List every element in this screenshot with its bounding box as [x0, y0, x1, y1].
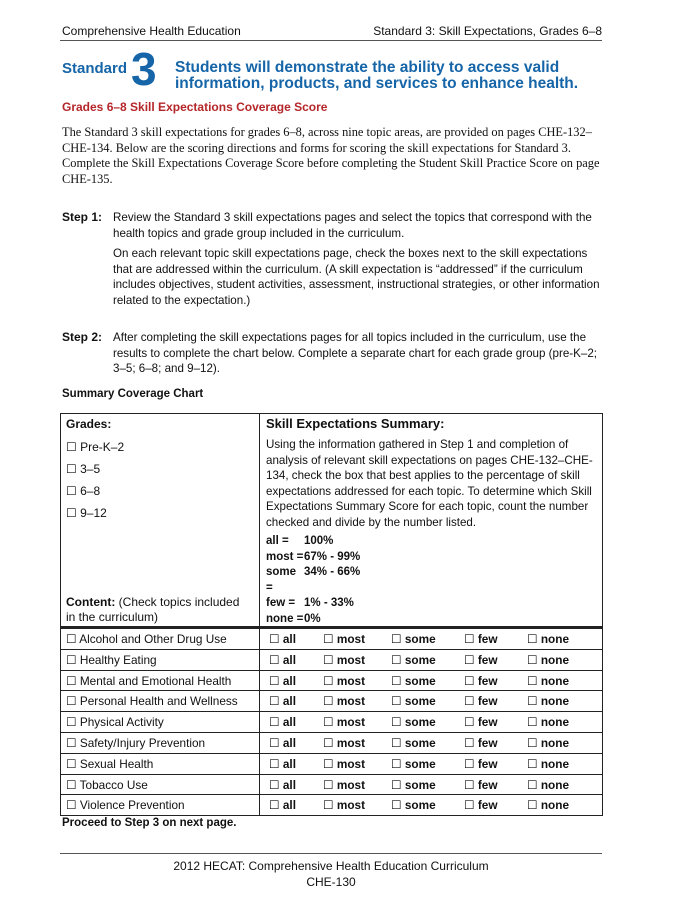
step1-text-1: Review the Standard 3 skill expectations pages and select the topics that correspond with the health topics and grade group included in the curriculum. — [113, 211, 592, 240]
option-some-checkbox[interactable]: ☐ some — [391, 694, 436, 709]
option-few-checkbox[interactable]: ☐ few — [464, 715, 498, 730]
option-none-checkbox[interactable]: ☐ none — [527, 735, 570, 750]
topic-checkbox[interactable]: ☐ Healthy Eating — [66, 652, 157, 667]
option-none-checkbox[interactable]: ☐ none — [527, 756, 570, 771]
option-few-checkbox[interactable]: ☐ few — [464, 694, 498, 709]
option-none-checkbox[interactable]: ☐ none — [527, 652, 570, 667]
footer-title: 2012 HECAT: Comprehensive Health Education Curriculum — [173, 859, 489, 873]
intro-paragraph: The Standard 3 skill expectations for grades 6–8, across nine topic areas, are provided on pages CHE-132–CHE-134. Below are the scoring directions and forms for scoring the skill expectations for Standard 3. Complete the Skill Expectations Coverage Score before completing the Student Skill Practice Score on page CHE-135. — [62, 125, 600, 186]
percentage-scale — [266, 534, 360, 628]
topic-checkbox[interactable]: ☐ Physical Activity — [66, 715, 164, 730]
option-some-checkbox[interactable]: ☐ some — [391, 652, 436, 667]
topic-row — [61, 775, 602, 796]
option-all-checkbox[interactable]: ☐ all — [269, 798, 296, 813]
option-all-checkbox[interactable]: ☐ all — [269, 694, 296, 709]
option-none-checkbox[interactable]: ☐ none — [527, 798, 570, 813]
scale-key: all = — [266, 535, 289, 547]
option-none-checkbox[interactable]: ☐ none — [527, 673, 570, 688]
scale-row — [266, 565, 360, 596]
option-most-checkbox[interactable]: ☐ most — [323, 694, 366, 709]
column-divider — [259, 414, 260, 626]
option-all-checkbox[interactable]: ☐ all — [269, 673, 296, 688]
summary-chart-title: Summary Coverage Chart — [62, 388, 204, 400]
option-few-checkbox[interactable]: ☐ few — [464, 673, 498, 688]
row-divider — [259, 671, 260, 691]
row-divider — [259, 733, 260, 753]
scale-key: none = — [266, 612, 304, 625]
option-most-checkbox[interactable]: ☐ most — [323, 798, 366, 813]
option-some-checkbox[interactable]: ☐ some — [391, 632, 436, 646]
option-few-checkbox[interactable]: ☐ few — [464, 652, 498, 667]
row-divider — [259, 712, 260, 732]
topic-row — [61, 671, 602, 692]
proceed-note: Proceed to Step 3 on next page. — [62, 817, 237, 829]
option-all-checkbox[interactable]: ☐ all — [269, 735, 296, 750]
section-subheading: Grades 6–8 Skill Expectations Coverage Score — [62, 100, 328, 114]
summary-instructions: Using the information gathered in Step 1 and completion of analysis of relevant skill expectations on pages CHE-132–CHE-134, check the box that best applies to the percentage of skill expectations addressed for each topic. To determine which Skill Expectations Summary Score for each topic, count the number checked and divide by the number listed. — [266, 438, 593, 529]
topic-checkbox[interactable]: ☐ Safety/Injury Prevention — [66, 735, 206, 750]
option-few-checkbox[interactable]: ☐ few — [464, 798, 498, 813]
scale-row — [266, 596, 360, 612]
topic-checkbox[interactable]: ☐ Mental and Emotional Health — [66, 673, 232, 688]
running-header-left: Comprehensive Health Education — [62, 24, 241, 38]
standard-number: 3 — [131, 43, 157, 95]
option-most-checkbox[interactable]: ☐ most — [323, 632, 366, 646]
option-some-checkbox[interactable]: ☐ some — [391, 673, 436, 688]
option-all-checkbox[interactable]: ☐ all — [269, 756, 296, 771]
scale-row — [266, 550, 360, 566]
step2-text: After completing the skill expectations pages for all topics included in the curriculum, use the results to complete the chart below. Complete a separate chart for each grade group (pre-K–2; 3–5; 6–8; and 9–12). — [113, 331, 597, 375]
footer-rule — [60, 853, 602, 854]
option-few-checkbox[interactable]: ☐ few — [464, 777, 498, 792]
step1-label: Step 1: — [62, 210, 103, 224]
topic-checkbox[interactable]: ☐ Personal Health and Wellness — [66, 694, 238, 709]
topic-row — [61, 629, 602, 650]
row-divider — [259, 754, 260, 774]
option-all-checkbox[interactable]: ☐ all — [269, 652, 296, 667]
option-most-checkbox[interactable]: ☐ most — [323, 756, 366, 771]
standard-statement: Students will demonstrate the ability to access valid information, products, and services to enhance health. — [175, 59, 579, 92]
option-all-checkbox[interactable]: ☐ all — [269, 632, 296, 646]
option-some-checkbox[interactable]: ☐ some — [391, 798, 436, 813]
option-most-checkbox[interactable]: ☐ most — [323, 652, 366, 667]
grade-checkbox-6-8[interactable]: ☐ 6–8 — [66, 484, 101, 498]
grade-checkbox-3-5[interactable]: ☐ 3–5 — [66, 462, 101, 476]
scale-value: 100% — [304, 535, 334, 547]
grade-checkbox-prek-2[interactable]: ☐ Pre-K–2 — [66, 440, 125, 454]
content-label-bold: Content: — [66, 595, 116, 609]
scale-value: 0% — [304, 612, 321, 625]
topic-rows-table — [60, 627, 603, 816]
scale-key: most = — [266, 550, 304, 563]
scale-key: some = — [266, 566, 297, 594]
scale-value: 1% - 33% — [304, 597, 354, 610]
topic-checkbox[interactable]: ☐ Tobacco Use — [66, 777, 148, 792]
topic-row — [61, 795, 602, 815]
row-divider — [259, 691, 260, 711]
summary-chart-header-box — [60, 413, 603, 627]
content-label — [66, 595, 251, 625]
row-divider — [259, 629, 260, 649]
option-some-checkbox[interactable]: ☐ some — [391, 756, 436, 771]
standard-word: Standard — [62, 60, 128, 77]
header-rule — [60, 40, 602, 41]
step2-label: Step 2: — [62, 330, 103, 344]
topic-row — [61, 650, 602, 671]
option-few-checkbox[interactable]: ☐ few — [464, 735, 498, 750]
option-none-checkbox[interactable]: ☐ none — [527, 632, 570, 646]
topic-checkbox[interactable]: ☐ Sexual Health — [66, 756, 154, 771]
option-none-checkbox[interactable]: ☐ none — [527, 715, 570, 730]
grade-checkbox-9-12[interactable]: ☐ 9–12 — [66, 506, 107, 520]
topic-row — [61, 691, 602, 712]
content-label-rest: (Check topics included in the curriculum) — [66, 595, 240, 624]
option-none-checkbox[interactable]: ☐ none — [527, 777, 570, 792]
row-divider — [259, 775, 260, 795]
topic-row — [61, 712, 602, 733]
topic-row — [61, 733, 602, 754]
topic-checkbox[interactable]: ☐ Alcohol and Other Drug Use — [66, 632, 227, 646]
option-most-checkbox[interactable]: ☐ most — [323, 673, 366, 688]
option-all-checkbox[interactable]: ☐ all — [269, 777, 296, 792]
option-most-checkbox[interactable]: ☐ most — [323, 777, 366, 792]
scale-row — [266, 534, 360, 550]
scale-row — [266, 612, 360, 628]
option-some-checkbox[interactable]: ☐ some — [391, 735, 436, 750]
option-some-checkbox[interactable]: ☐ some — [391, 715, 436, 730]
topic-row — [61, 754, 602, 775]
option-most-checkbox[interactable]: ☐ most — [323, 735, 366, 750]
scale-value: 34% - 66% — [304, 566, 361, 579]
topic-checkbox[interactable]: ☐ Violence Prevention — [66, 798, 185, 813]
running-header-right: Standard 3: Skill Expectations, Grades 6–8 — [373, 24, 602, 38]
grades-label: Grades: — [66, 417, 112, 431]
page-number: CHE-130 — [306, 875, 356, 889]
option-few-checkbox[interactable]: ☐ few — [464, 756, 498, 771]
row-divider — [259, 650, 260, 670]
scale-value: 67% - 99% — [304, 550, 361, 563]
option-most-checkbox[interactable]: ☐ most — [323, 715, 366, 730]
summary-title: Skill Expectations Summary: — [266, 416, 445, 431]
scale-key: few = — [266, 597, 296, 610]
row-divider — [259, 795, 260, 815]
option-none-checkbox[interactable]: ☐ none — [527, 694, 570, 709]
option-all-checkbox[interactable]: ☐ all — [269, 715, 296, 730]
step1-text-2: On each relevant topic skill expectations page, check the boxes next to the skill expectations that are addressed within the curriculum. (A skill expectation is “addressed” if the curriculum includes objectives, student activities, assessment, instructional strategies, or other information related to the expectation.) — [113, 247, 600, 307]
option-some-checkbox[interactable]: ☐ some — [391, 777, 436, 792]
option-few-checkbox[interactable]: ☐ few — [464, 632, 498, 646]
